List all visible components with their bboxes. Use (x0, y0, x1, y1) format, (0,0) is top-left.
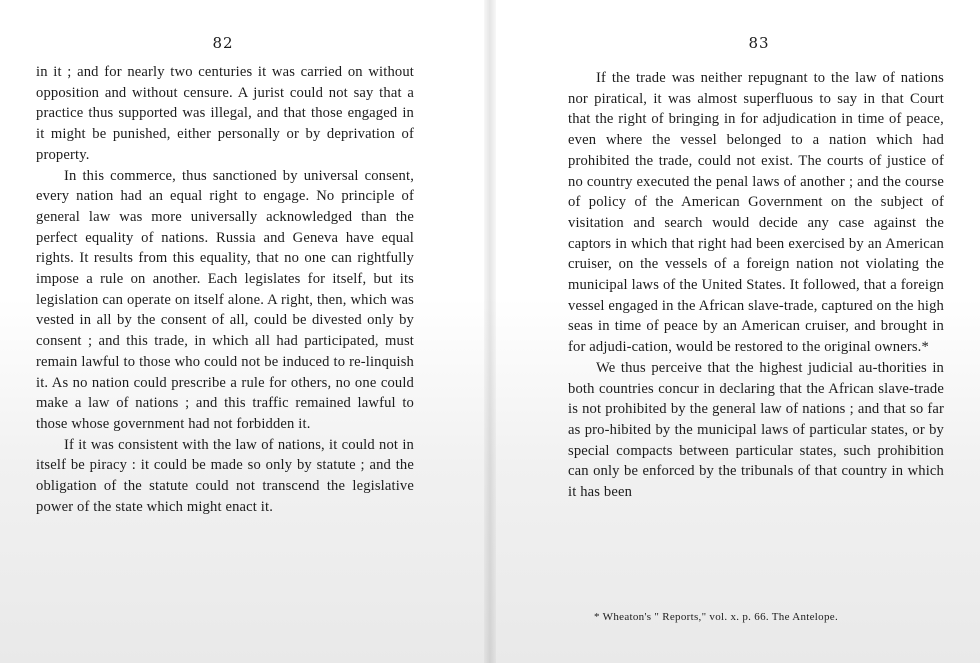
footnote: * Wheaton's " Reports," vol. x. p. 66. The Antelope. (594, 611, 838, 623)
page-number: 83 (748, 34, 770, 52)
body-text (568, 68, 944, 503)
left-page (0, 0, 486, 663)
paragraph: If the trade was neither repugnant to the law of nations nor piratical, it was almost superfluous to say in that Court that the right of bringing in for adjudication in time of peace, even where the vessel belonged to a nation which had prohibited the trade, could not exist. The courts of justice of no country executed the penal laws of another ; and the course of policy of the American Government on the subject of visitation and search would decide any case against the captors in which that right had been exercised by an American cruiser, on the vessels of a foreign nation not violating the municipal laws of the United States. It followed, that a foreign vessel engaged in the African slave-trade, captured on the high seas in time of peace by an American cruiser, and brought in for adjudi-cation, would be restored to the original owners.* (568, 70, 944, 356)
paragraph: If it was consistent with the law of nations, it could not in itself be piracy : it could be made so only by statute ; and the obligation of the statute could not transcend the legislative power of the state which might enact it. (36, 436, 414, 515)
paragraph: In this commerce, thus sanctioned by universal consent, every nation had an equal right to engage. No principle of general law was more universally acknowledged than the perfect equality of nations. Russia and Geneva have equal rights. It results from this equality, that no one can rightfully impose a rule on another. Each legislates for itself, but its legislation can operate on itself alone. A right, then, which was vested in all by the consent of all, could be divested only by consent ; and this trade, in which all had participated, must remain lawful to those who could not be induced to re-linquish it. As no nation could prescribe a rule for others, no one could make a law of nations ; and this traffic remained lawful to those whose government had not forbidden it. (36, 167, 414, 432)
paragraph: in it ; and for nearly two centuries it was carried on without opposition and without censure. A jurist could not say that a practice thus supported was illegal, and that those engaged in it might be punished, either personally or by deprivation of property. (36, 64, 414, 163)
body-text (36, 62, 414, 517)
page-number: 82 (212, 34, 234, 52)
paragraph: We thus perceive that the highest judicial au-thorities in both countries concur in declaring that the African slave-trade is not prohibited by the general law of nations ; and that so far as pro-hibited by the municipal laws of particular states, or by special compacts between particular states, such prohibition can only be enforced by the tribunals of that country in which it has been (568, 359, 944, 501)
right-page (494, 0, 980, 663)
